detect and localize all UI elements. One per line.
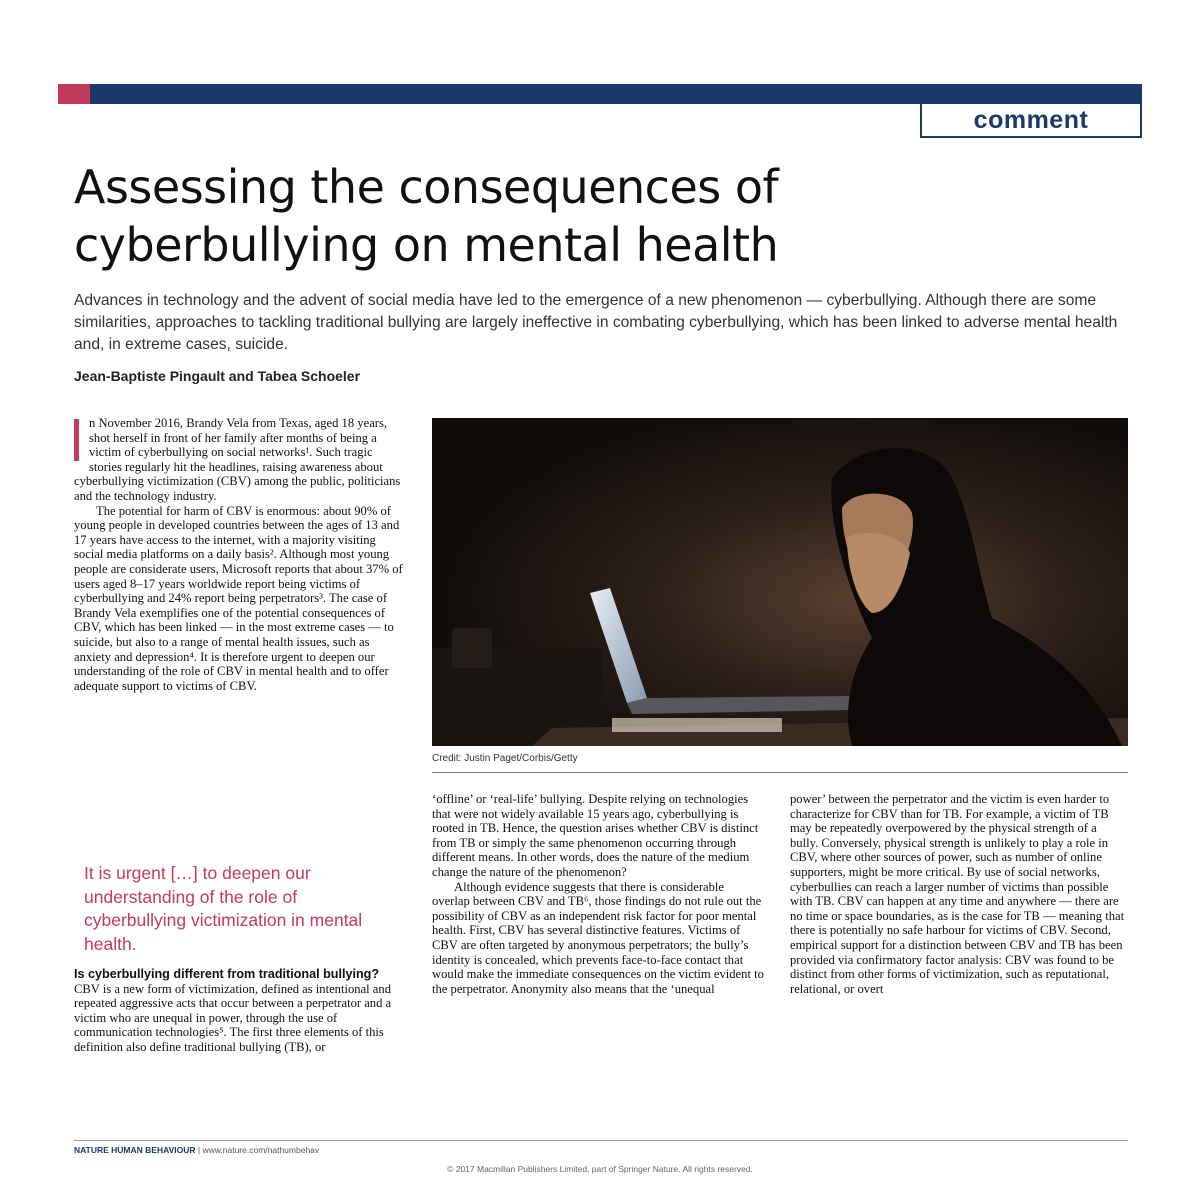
column-1: [74, 416, 404, 693]
article-title: [74, 158, 1134, 274]
column-1-lower: [74, 968, 404, 1055]
header-accent-block: [58, 84, 90, 104]
author-line: Jean-Baptiste Pingault and Tabea Schoeler: [74, 368, 361, 384]
paragraph-intro: n November 2016, Brandy Vela from Texas, aged 18 years, shot herself in front of her family after months of being a victim of cyberbullying on social networks¹. Such tragic stories regularly hit the headlines, raising awareness about cyberbullying victimization (CBV) among the public, politicians and the technology industry.: [74, 416, 401, 503]
section-subheading: Is cyberbullying different from traditional bullying?: [74, 967, 380, 981]
column-2: [432, 792, 764, 996]
article-photo: [432, 418, 1128, 746]
footer-separator: |: [195, 1145, 203, 1155]
drop-cap-bar: [74, 419, 79, 461]
paragraph: power’ between the perpetrator and the victim is even harder to characterize for CBV than for TB. For example, a victim of TB may be repeatedly overpowered by the physical strength of a bully. Conversely, physical strength is unlikely to play a role in CBV, where other sources of power, such as number of online supporters, might be more critical. By use of social networks, cyberbullies can reach a larger number of victims than possible with TB. CBV can happen at any time and anywhere — there are no time or space boundaries, as is the case for TB — meaning that there is potentially no safe harbour for victims of CBV. Second, empirical support for a distinction between CBV and TB has been provided via confirmatory factor analysis: CBV was found to be distinct from other forms of victimization, such as reputational, relational, or overt: [790, 792, 1125, 996]
photo-mug: [452, 628, 492, 668]
photo-papers: [612, 718, 782, 732]
paragraph: The potential for harm of CBV is enormous: about 90% of young people in developed countries between the ages of 13 and 17 years have access to the internet, with a majority visiting social media platforms on a daily basis². Although most young people are considerate users, Microsoft reports that about 37% of users aged 8–17 years worldwide report being victims of cyberbullying and 24% report being perpetrators³. The case of Brandy Vela exemplifies one of the potential consequences of CBV, which has been linked — in the most extreme cases — to suicide, but also to a range of mental health issues, such as anxiety and depression⁴. It is therefore urgent to deepen our understanding of the role of CBV in mental health and to offer adequate support to victims of CBV.: [74, 503, 403, 693]
paragraph: Although evidence suggests that there is considerable overlap between CBV and TB⁶, those findings do not rule out the possibility of CBV as an independent risk factor for poor mental health. First, CBV has several distinctive features. Victims of CBV are often targeted by anonymous perpetrators; the bully’s identity is concealed, which prevents face-to-face contact that would make the immediate consequences on the victim evident to the perpetrator. Anonymity also means that the ‘unequal: [432, 879, 764, 996]
section-label: comment: [920, 104, 1142, 138]
paragraph: ‘offline’ or ‘real-life’ bullying. Despite relying on technologies that were not widely available 15 years ago, cyberbullying is rooted in TB. Hence, the question arises whether CBV is distinct from TB or simply the same phenomenon occurring through different means. In other words, does the nature of the medium change the nature of the phenomenon?: [432, 792, 759, 879]
footer-url-link[interactable]: www.nature.com/nathumbehav: [202, 1145, 320, 1155]
footer-divider: [74, 1140, 1128, 1141]
title-line-1: Assessing the consequences of: [74, 160, 779, 214]
photo-caption: Credit: Justin Paget/Corbis/Getty: [432, 753, 578, 764]
paragraph: CBV is a new form of victimization, defined as intentional and repeated aggressive acts that occur between a perpetrator and a victim who are unequal in power, through the use of communication technologies⁵. The first three elements of this definition also define traditional bullying (TB), or: [74, 981, 392, 1054]
pull-quote: It is urgent […] to deepen our understanding of the role of cyberbullying victimization in mental health.: [84, 863, 363, 954]
title-line-2: cyberbullying on mental health: [74, 218, 779, 272]
caption-divider: [432, 772, 1128, 773]
column-3: [790, 792, 1126, 996]
page-footer: [74, 1145, 319, 1155]
standfirst: Advances in technology and the advent of social media have led to the emergence of a new phenomenon — cyberbullying. Although there are some similarities, approaches to tackling traditional bullying are largely ineffective in combating cyberbullying, which has been linked to adverse mental health and, in extreme cases, suicide.: [74, 292, 1118, 353]
copyright-notice: © 2017 Macmillan Publishers Limited, part of Springer Nature. All rights reserved.: [447, 1164, 753, 1174]
footer-journal-name: NATURE HUMAN BEHAVIOUR: [74, 1145, 196, 1155]
header-bar: [58, 84, 1142, 104]
